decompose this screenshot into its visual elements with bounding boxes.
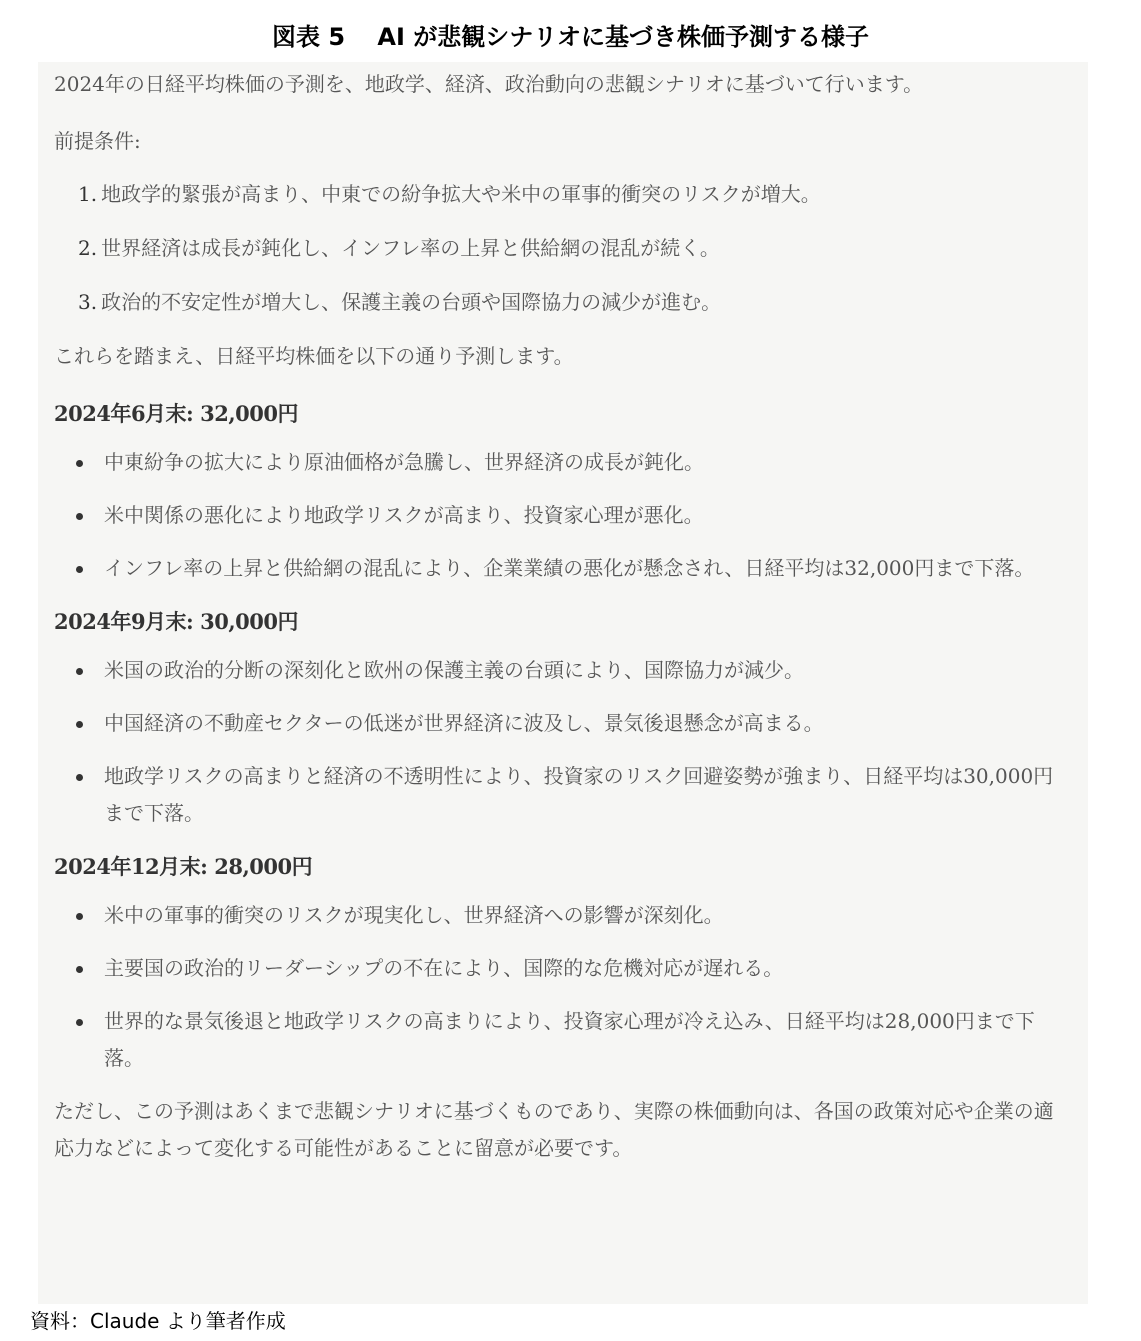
figure-caption: 図表 5 AI が悲観シナリオに基づき株価予測する様子 <box>271 23 870 51</box>
list-item: 米国の政治的分断の深刻化と欧州の保護主義の台頭により、国際協力が減少。 <box>54 652 1064 689</box>
premise-text: 世界経済は成長が鈍化し、インフレ率の上昇と供給網の混乱が続く。 <box>101 236 720 260</box>
forecast-list-december <box>54 897 1088 1077</box>
list-item: 世界的な景気後退と地政学リスクの高まりにより、投資家心理が冷え込み、日経平均は28,000円まで下落。 <box>54 1003 1064 1077</box>
list-item: 中国経済の不動産セクターの低迷が世界経済に波及し、景気後退懸念が高まる。 <box>54 705 1064 742</box>
premise-item <box>54 284 1088 321</box>
premise-item <box>54 176 1088 213</box>
premise-number: 2. <box>78 236 98 260</box>
intro-paragraph: 2024年の日経平均株価の予測を、地政学、経済、政治動向の悲観シナリオに基づいて行います。 <box>54 72 924 96</box>
closing-paragraph: ただし、この予測はあくまで悲観シナリオに基づくものであり、実際の株価動向は、各国の政策対応や企業の適応力などによって変化する可能性があることに留意が必要です。 <box>54 1099 1054 1160</box>
forecast-heading-december: 2024年12月末: 28,000円 <box>54 854 313 879</box>
premise-text: 政治的不安定性が増大し、保護主義の台頭や国際協力の減少が進む。 <box>101 290 722 314</box>
list-item: 地政学リスクの高まりと経済の不透明性により、投資家のリスク回避姿勢が強まり、日経平均は30,000円まで下落。 <box>54 758 1064 832</box>
source-note: 資料：Claude より筆者作成 <box>30 1309 286 1333</box>
forecast-list-june <box>54 444 1088 587</box>
response-panel <box>38 62 1088 1304</box>
premise-number: 1. <box>78 182 98 206</box>
list-item: 米中関係の悪化により地政学リスクが高まり、投資家心理が悪化。 <box>54 497 1064 534</box>
premise-list <box>54 176 1088 321</box>
list-item: インフレ率の上昇と供給網の混乱により、企業業績の悪化が懸念され、日経平均は32,000円まで下落。 <box>54 550 1064 587</box>
forecast-list-september <box>54 652 1088 832</box>
premise-number: 3. <box>78 290 98 314</box>
forecast-heading-september: 2024年9月末: 30,000円 <box>54 609 298 634</box>
forecast-heading-june: 2024年6月末: 32,000円 <box>54 401 298 426</box>
premise-item <box>54 230 1088 267</box>
premise-label: 前提条件: <box>54 129 141 153</box>
premise-text: 地政学的緊張が高まり、中東での紛争拡大や米中の軍事的衝突のリスクが増大。 <box>101 182 821 206</box>
lead-paragraph: これらを踏まえ、日経平均株価を以下の通り予測します。 <box>54 344 574 368</box>
list-item: 米中の軍事的衝突のリスクが現実化し、世界経済への影響が深刻化。 <box>54 897 1064 934</box>
list-item: 主要国の政治的リーダーシップの不在により、国際的な危機対応が遅れる。 <box>54 950 1064 987</box>
list-item: 中東紛争の拡大により原油価格が急騰し、世界経済の成長が鈍化。 <box>54 444 1064 481</box>
